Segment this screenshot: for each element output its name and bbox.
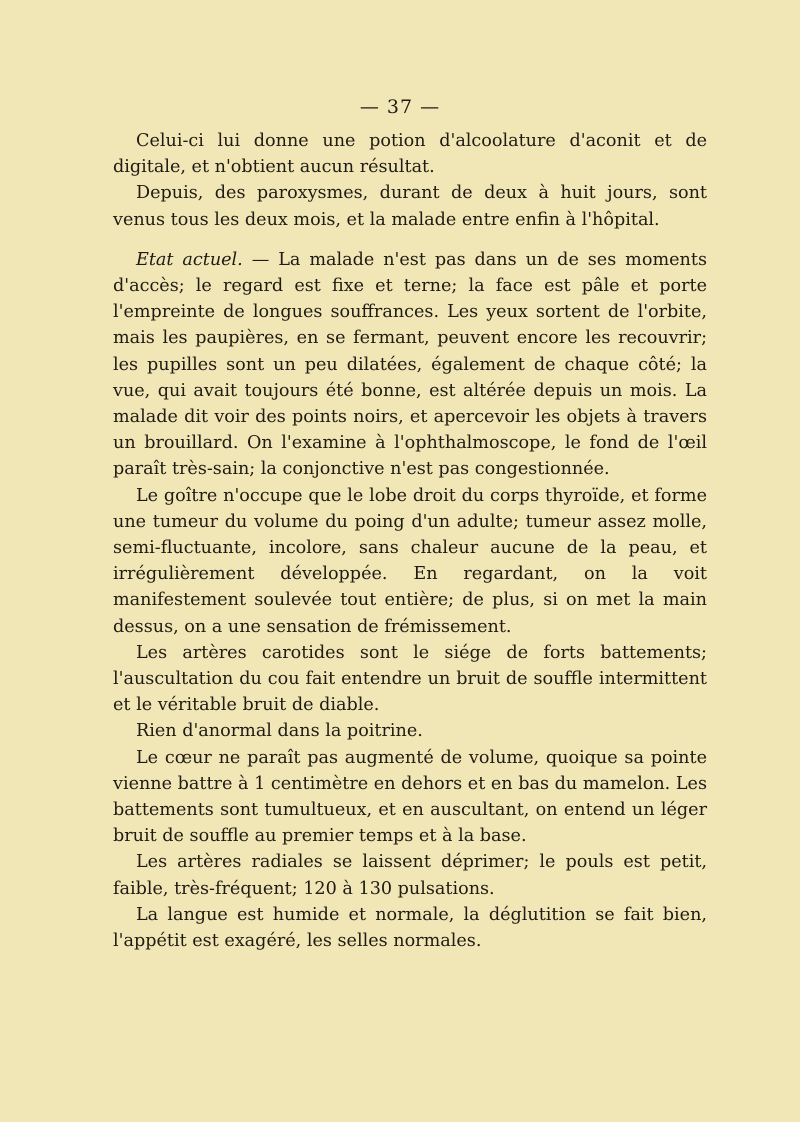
paragraph-text: Celui-ci lui donne une potion d'alcoolature d'aconit et de digitale, et n'obtient aucun résultat. bbox=[113, 131, 707, 178]
paragraph bbox=[113, 640, 707, 719]
paragraph bbox=[113, 718, 707, 744]
paragraph-text: Depuis, des paroxysmes, durant de deux à huit jours, sont venus tous les deux mois, et la malade entre enfin à l'hôpital. bbox=[113, 183, 707, 230]
paragraph bbox=[113, 902, 707, 954]
paragraph-text: Rien d'anormal dans la poitrine. bbox=[136, 721, 423, 742]
body-text bbox=[113, 128, 707, 954]
paragraph bbox=[113, 180, 707, 232]
paragraph-text: — La malade n'est pas dans un de ses moments d'accès; le regard est fixe et terne; la face est pâle et porte l'empreinte de longues souffrances. Les yeux sortent de l'orbite, mais les paupières, en se fermant, peuvent encore les recouvrir; les pupilles sont un peu dilatées, également de chaque côté; la vue, qui avait toujours été bonne, est altérée depuis un mois. La malade dit voir des points noirs, et apercevoir les objets à travers un brouillard. On l'examine à l'ophthalmoscope, le fond de l'œil paraît très-sain; la conjonctive n'est pas congestionnée. bbox=[113, 249, 707, 480]
section-lead: Etat actuel. bbox=[136, 249, 243, 270]
paragraph bbox=[113, 128, 707, 180]
paragraph-text: Les artères radiales se laissent déprimer; le pouls est petit, faible, très-fréquent; 120 à 130 pulsations. bbox=[113, 852, 707, 899]
paragraph bbox=[113, 745, 707, 850]
paragraph bbox=[113, 483, 707, 640]
paragraph-etat-actuel bbox=[113, 247, 707, 483]
page-number: — 37 — bbox=[359, 96, 441, 118]
paragraph-text: Le cœur ne paraît pas augmenté de volume, quoique sa pointe vienne battre à 1 centimètre en dehors et en bas du mamelon. Les battements sont tumultueux, et en auscultant, on entend un léger bruit de souffle au premier temps et à la base. bbox=[113, 747, 707, 847]
paragraph-text: Le goître n'occupe que le lobe droit du corps thyroïde, et forme une tumeur du volume du poing d'un adulte; tumeur assez molle, semi-fluctuante, incolore, sans chaleur aucune de la peau, et irrégulièrement développée. En regardant, on la voit manifestement soulevée tout entière; de plus, si on met la main dessus, on a une sensation de frémissement. bbox=[113, 485, 707, 637]
paragraph-text: La langue est humide et normale, la déglutition se fait bien, l'appétit est exagéré, les selles normales. bbox=[113, 904, 707, 952]
paragraph bbox=[113, 849, 707, 901]
paragraph-text: Les artères carotides sont le siége de forts battements; l'auscultation du cou fait entendre un bruit de souffle intermittent et le véritable bruit de diable. bbox=[113, 642, 707, 716]
